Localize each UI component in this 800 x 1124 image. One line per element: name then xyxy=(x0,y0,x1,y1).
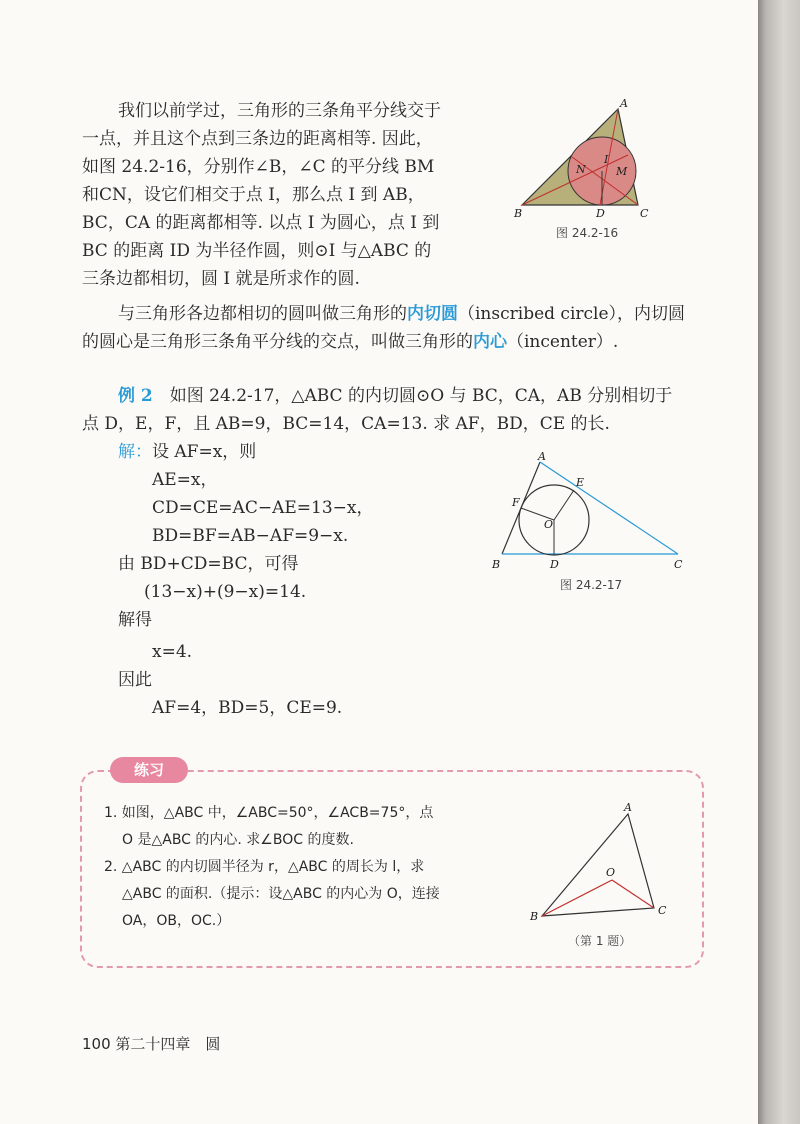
intro-line: BC 的距离 ID 为半径作圆，则⊙I 与△ABC 的 xyxy=(82,241,432,261)
exercise-item: △ABC 的面积.（提示：设△ABC 的内心为 O，连接 xyxy=(122,886,440,902)
solution-line: 因此 xyxy=(118,670,152,690)
solution-line: AE=x， xyxy=(152,470,218,490)
solution-line xyxy=(118,438,256,466)
intro-line: 我们以前学过，三角形的三条角平分线交于 xyxy=(118,101,441,121)
solution-label: 解： xyxy=(118,442,152,462)
solution-line: BD=BF=AB−AF=9−x. xyxy=(152,526,349,546)
exercise-item: 1. 如图，△ABC 中，∠ABC=50°，∠ACB=75°，点 xyxy=(104,805,434,821)
label-d: D xyxy=(550,558,559,571)
exercise-tag: 练习 xyxy=(110,757,188,783)
radius-oe xyxy=(554,490,574,520)
definition-line-1 xyxy=(118,300,685,328)
label-a: A xyxy=(624,801,632,814)
solution-line: x=4. xyxy=(152,642,193,662)
side-ca xyxy=(540,462,678,554)
book-spine-shadow xyxy=(758,0,800,1124)
label-a: A xyxy=(538,450,546,463)
exercise-item: OA，OB，OC.） xyxy=(122,913,231,929)
label-f: F xyxy=(512,496,520,509)
exercise-item: 2. △ABC 的内切圆半径为 r，△ABC 的周长为 l，求 xyxy=(104,859,425,875)
figure-caption: 图 24.2-16 xyxy=(556,226,619,240)
exercise-figure-caption: （第 1 题） xyxy=(568,934,632,948)
label-c: C xyxy=(640,207,649,220)
label-b: B xyxy=(492,558,501,571)
label-a: A xyxy=(620,97,628,110)
definition-text: （inscribed circle），内切圆 xyxy=(458,304,686,324)
exercise-item: O 是△ABC 的内心. 求∠BOC 的度数. xyxy=(122,832,354,848)
label-m: M xyxy=(616,165,628,178)
definition-text: 的圆心是三角形三条角平分线的交点，叫做三角形的 xyxy=(82,332,473,352)
example-line-1 xyxy=(118,382,672,410)
solution-line: 解得 xyxy=(118,610,152,630)
label-b: B xyxy=(514,207,523,220)
solution-line: (13−x)+(9−x)=14. xyxy=(144,582,307,602)
label-o: O xyxy=(544,518,554,531)
label-b: B xyxy=(530,910,539,923)
solution-line: CD=CE=AC−AE=13−x， xyxy=(152,498,374,518)
label-i: I xyxy=(604,153,609,166)
exercise-figure xyxy=(528,800,678,928)
solution-text: 设 AF=x，则 xyxy=(152,442,257,462)
example-line-2: 点 D，E，F，且 AB=9，BC=14，CA=13. 求 AF，BD，CE 的长. xyxy=(82,414,610,434)
label-n: N xyxy=(576,163,586,176)
triangle-abc xyxy=(542,814,654,916)
term-incenter: 内心 xyxy=(473,332,507,352)
intro-line: 一点，并且这个点到三条边的距离相等. 因此， xyxy=(82,129,433,149)
solution-line: 由 BD+CD=BC，可得 xyxy=(118,554,299,574)
label-c: C xyxy=(674,558,683,571)
label-o: O xyxy=(606,866,616,879)
page-number: 100 xyxy=(82,1035,111,1053)
label-c: C xyxy=(658,904,667,917)
figure-24-2-17 xyxy=(488,450,698,575)
definition-text: 与三角形各边都相切的圆叫做三角形的 xyxy=(118,304,407,324)
figure-caption: 图 24.2-17 xyxy=(560,578,623,592)
intro-line: 如图 24.2-16，分别作∠B，∠C 的平分线 BM xyxy=(82,157,435,177)
page-footer xyxy=(82,1033,220,1054)
segment-ob xyxy=(542,880,612,916)
example-label: 例 2 xyxy=(118,386,153,406)
solution-line: AF=4，BD=5，CE=9. xyxy=(152,698,343,718)
chapter-title: 第二十四章 圆 xyxy=(115,1035,221,1053)
definition-text: （incenter）. xyxy=(507,332,619,352)
term-inscribed-circle: 内切圆 xyxy=(407,304,458,324)
intro-line: 三条边都相切，圆 I 就是所求作的圆. xyxy=(82,269,360,289)
label-e: E xyxy=(576,476,585,489)
intro-line: BC，CA 的距离都相等. 以点 I 为圆心，点 I 到 xyxy=(82,213,440,233)
label-d: D xyxy=(596,207,605,220)
figure-24-2-16 xyxy=(500,95,660,235)
definition-line-2 xyxy=(82,328,618,356)
intro-line: 和CN，设它们相交于点 I，那么点 I 到 AB， xyxy=(82,185,425,205)
example-text: 如图 24.2-17，△ABC 的内切圆⊙O 与 BC，CA，AB 分别相切于 xyxy=(169,386,673,406)
